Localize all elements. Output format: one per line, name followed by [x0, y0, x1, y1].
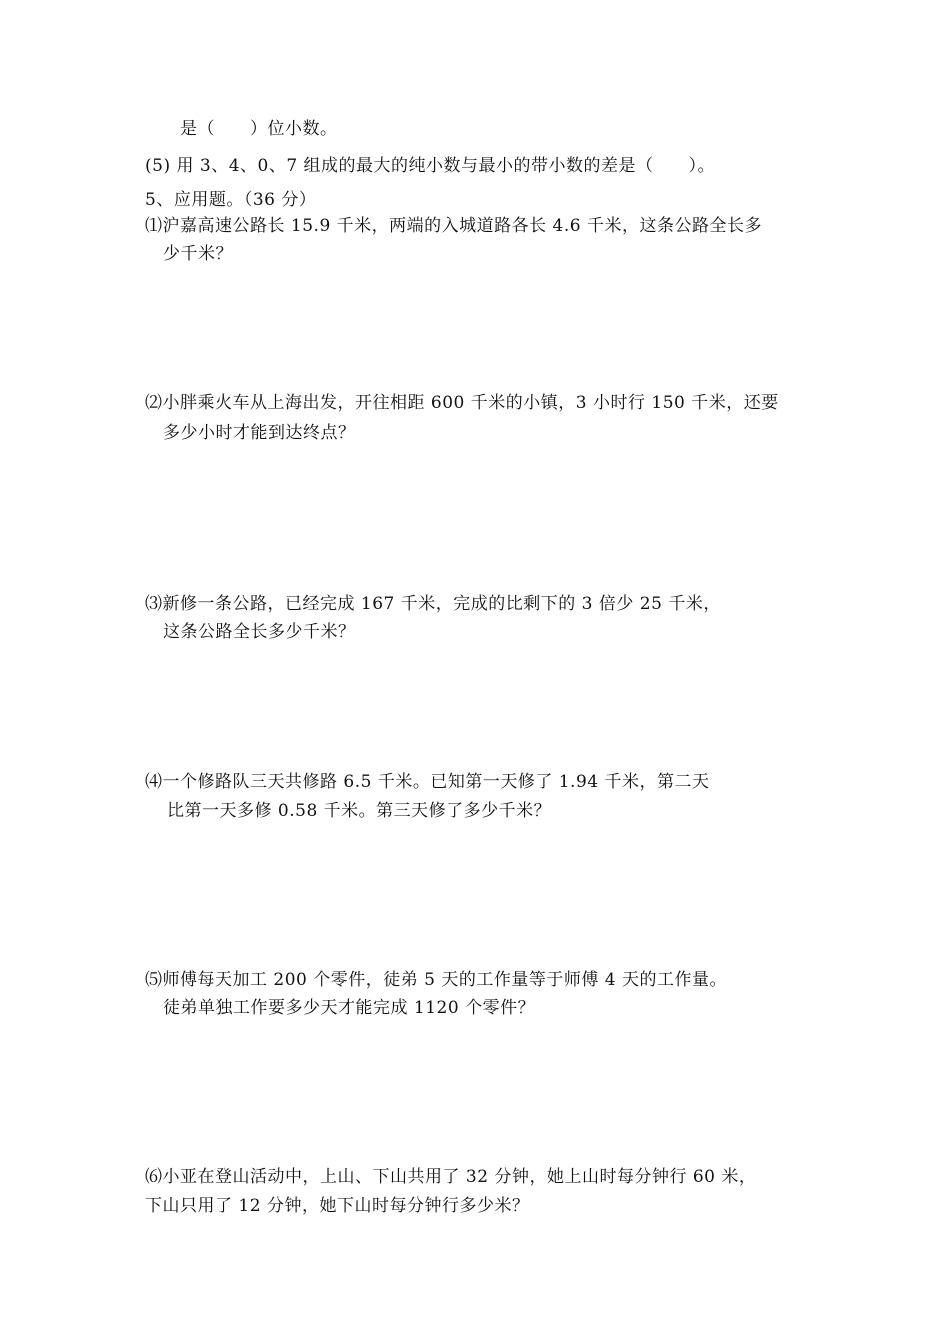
problem-3-line-1: ⑶新修一条公路，已经完成 167 千米，完成的比剩下的 3 倍少 25 千米， [145, 594, 721, 614]
problem-5-line-1: ⑸师傅每天加工 200 个零件，徒弟 5 天的工作量等于师傅 4 天的工作量。 [145, 970, 728, 990]
section-heading: 5、应用题。（36 分） [145, 190, 317, 210]
problem-2-line-2: 多少小时才能到达终点？ [163, 423, 356, 443]
problem-5-line-2: 徒弟单独工作要多少天才能完成 1120 个零件？ [163, 998, 536, 1018]
problem-6-line-2: 下山只用了 12 分钟，她下山时每分钟行多少米？ [145, 1196, 530, 1216]
problem-1-line-1: ⑴沪嘉高速公路长 15.9 千米，两端的入城道路各长 4.6 千米，这条公路全长多 [145, 216, 763, 236]
problem-4-line-1: ⑷一个修路队三天共修路 6.5 千米。已知第一天修了 1.94 千米，第二天 [145, 772, 710, 792]
fill-blank-question-5: (5) 用 3、4、0、7 组成的最大的纯小数与最小的带小数的差是（ ）。 [145, 156, 716, 176]
continuation-line: 是（ ）位小数。 [180, 119, 338, 139]
problem-3-line-2: 这条公路全长多少千米？ [163, 622, 356, 642]
problem-2-line-1: ⑵小胖乘火车从上海出发，开往相距 600 千米的小镇，3 小时行 150 千米，还要 [145, 393, 779, 413]
problem-4-line-2: 比第一天多修 0.58 千米。第三天修了多少千米？ [167, 801, 552, 821]
problem-1-line-2: 少千米？ [163, 244, 233, 264]
problem-6-line-1: ⑹小亚在登山活动中，上山、下山共用了 32 分钟，她上山时每分钟行 60 米， [145, 1167, 757, 1187]
